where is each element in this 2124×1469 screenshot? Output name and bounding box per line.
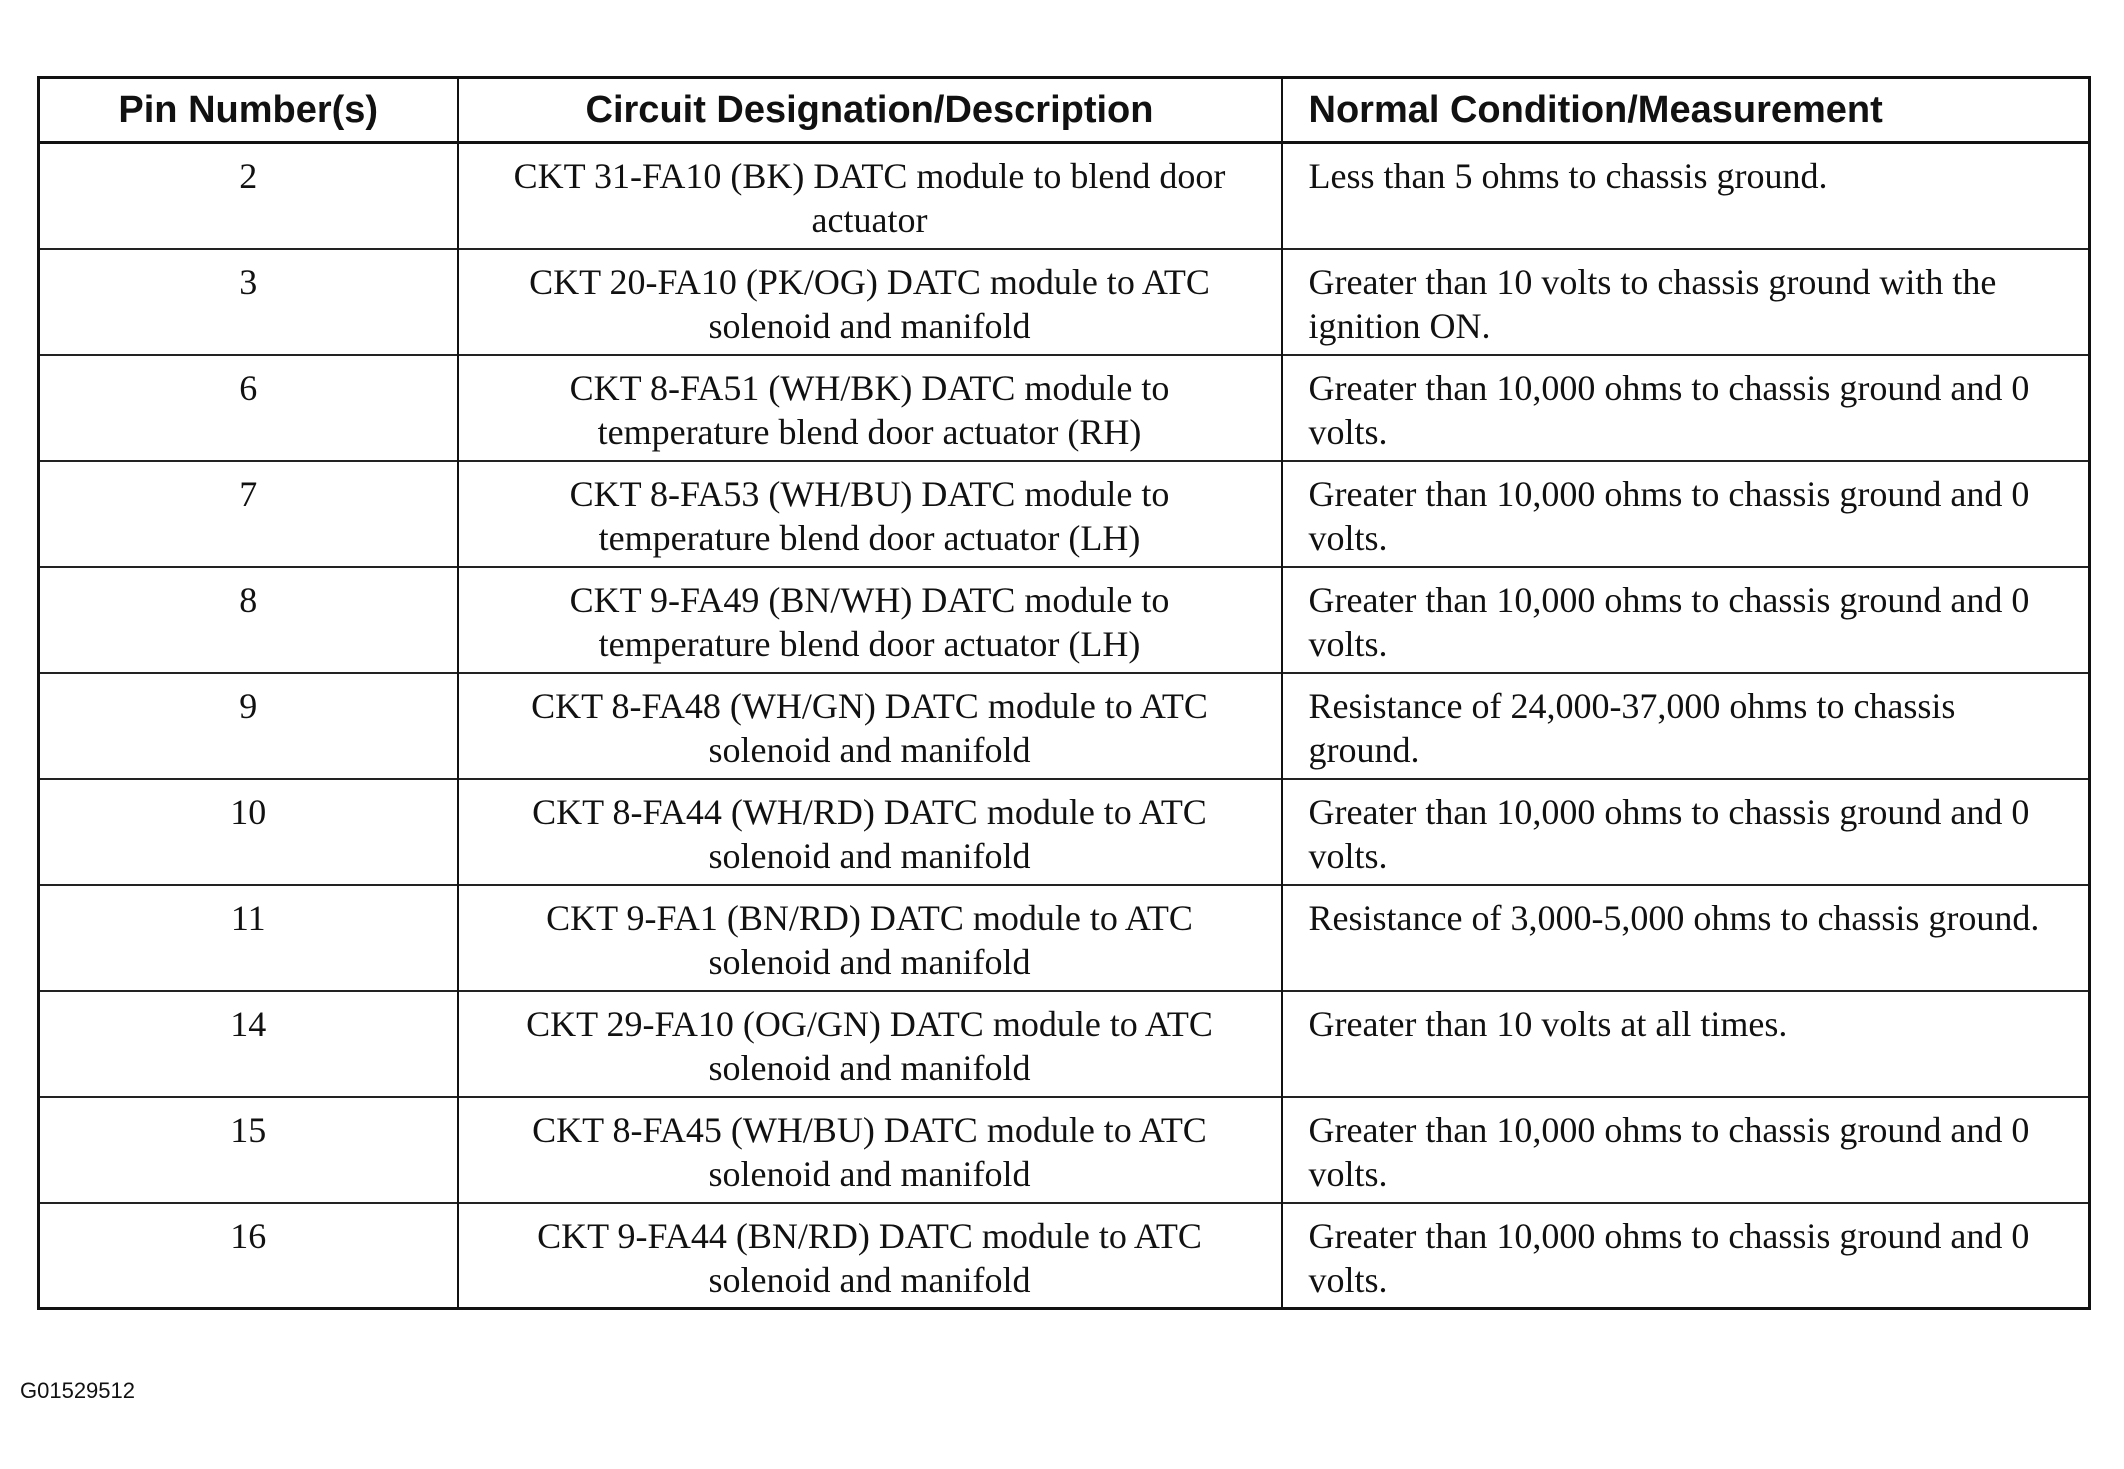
circuit-cell: CKT 8-FA45 (WH/BU) DATC module to ATC solenoid and manifold [458, 1097, 1282, 1203]
header-normal-condition: Normal Condition/Measurement [1282, 78, 2090, 143]
condition-cell: Greater than 10 volts to chassis ground with the ignition ON. [1282, 249, 2090, 355]
condition-cell: Greater than 10,000 ohms to chassis ground and 0 volts. [1282, 567, 2090, 673]
figure-id-label: G01529512 [20, 1378, 135, 1403]
pin-cell: 10 [39, 779, 458, 885]
condition-cell: Greater than 10,000 ohms to chassis ground and 0 volts. [1282, 1097, 2090, 1203]
circuit-cell: CKT 8-FA51 (WH/BK) DATC module to temperature blend door actuator (RH) [458, 355, 1282, 461]
pin-cell: 8 [39, 567, 458, 673]
header-circuit-designation: Circuit Designation/Description [458, 78, 1282, 143]
table-row [39, 355, 2090, 461]
table-row [39, 249, 2090, 355]
condition-cell: Greater than 10,000 ohms to chassis ground and 0 volts. [1282, 1203, 2090, 1309]
circuit-cell: CKT 20-FA10 (PK/OG) DATC module to ATC solenoid and manifold [458, 249, 1282, 355]
condition-cell: Resistance of 3,000-5,000 ohms to chassis ground. [1282, 885, 2090, 991]
condition-cell: Resistance of 24,000-37,000 ohms to chassis ground. [1282, 673, 2090, 779]
table-header-row [39, 78, 2090, 143]
circuit-cell: CKT 29-FA10 (OG/GN) DATC module to ATC solenoid and manifold [458, 991, 1282, 1097]
circuit-cell: CKT 8-FA53 (WH/BU) DATC module to temperature blend door actuator (LH) [458, 461, 1282, 567]
pin-cell: 6 [39, 355, 458, 461]
table-row [39, 143, 2090, 249]
pin-cell: 16 [39, 1203, 458, 1309]
table-row [39, 885, 2090, 991]
pinout-table [37, 76, 2091, 1310]
pin-cell: 2 [39, 143, 458, 249]
pin-cell: 7 [39, 461, 458, 567]
pin-cell: 3 [39, 249, 458, 355]
condition-cell: Greater than 10,000 ohms to chassis ground and 0 volts. [1282, 779, 2090, 885]
table-row [39, 1203, 2090, 1309]
circuit-cell: CKT 8-FA48 (WH/GN) DATC module to ATC solenoid and manifold [458, 673, 1282, 779]
pin-cell: 15 [39, 1097, 458, 1203]
table-row [39, 461, 2090, 567]
pin-cell: 9 [39, 673, 458, 779]
condition-cell: Greater than 10 volts at all times. [1282, 991, 2090, 1097]
table-row [39, 567, 2090, 673]
condition-cell: Greater than 10,000 ohms to chassis ground and 0 volts. [1282, 355, 2090, 461]
condition-cell: Less than 5 ohms to chassis ground. [1282, 143, 2090, 249]
circuit-cell: CKT 31-FA10 (BK) DATC module to blend door actuator [458, 143, 1282, 249]
header-pin-numbers: Pin Number(s) [39, 78, 458, 143]
pin-cell: 14 [39, 991, 458, 1097]
circuit-cell: CKT 9-FA44 (BN/RD) DATC module to ATC solenoid and manifold [458, 1203, 1282, 1309]
table-row [39, 991, 2090, 1097]
table-row [39, 673, 2090, 779]
circuit-cell: CKT 9-FA1 (BN/RD) DATC module to ATC solenoid and manifold [458, 885, 1282, 991]
condition-cell: Greater than 10,000 ohms to chassis ground and 0 volts. [1282, 461, 2090, 567]
table-row [39, 1097, 2090, 1203]
circuit-cell: CKT 9-FA49 (BN/WH) DATC module to temperature blend door actuator (LH) [458, 567, 1282, 673]
circuit-cell: CKT 8-FA44 (WH/RD) DATC module to ATC solenoid and manifold [458, 779, 1282, 885]
pinout-table-container [37, 76, 2088, 1310]
table-row [39, 779, 2090, 885]
pin-cell: 11 [39, 885, 458, 991]
